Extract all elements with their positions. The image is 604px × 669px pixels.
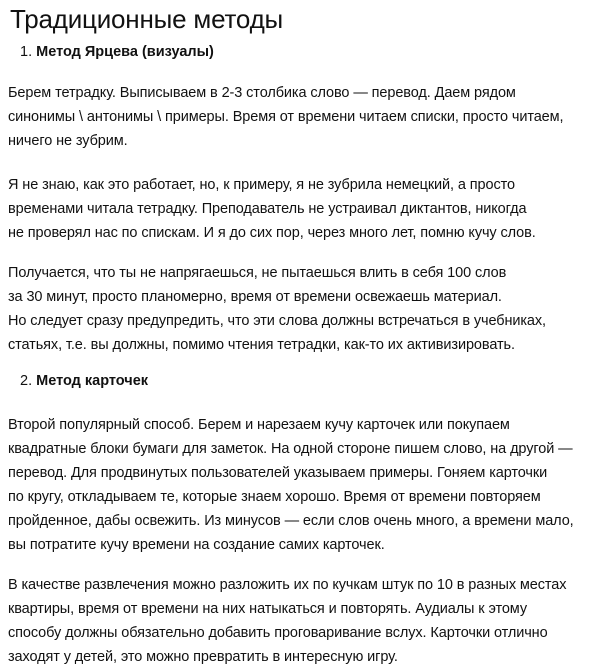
text-line: Берем тетрадку. Выписываем в 2-3 столбика слово — перевод. Даем рядом bbox=[8, 85, 516, 101]
text-line: способу должны обязательно добавить проговаривание вслух. Карточки отлично bbox=[8, 625, 548, 641]
text-line: временами читала тетрадку. Преподаватель не устраивал диктантов, никогда bbox=[8, 201, 527, 217]
text-line: ничего не зубрим. bbox=[8, 133, 128, 149]
text-line: синонимы \ антонимы \ примеры. Время от времени читаем списки, просто читаем, bbox=[8, 109, 564, 125]
section-2-number: 2. bbox=[20, 373, 33, 389]
text-line: перевод. Для продвинутых пользователей указываем примеры. Гоняем карточки bbox=[8, 465, 548, 481]
text-line: за 30 минут, просто планомерно, время от времени освежаешь материал. bbox=[8, 289, 502, 305]
text-line: Но следует сразу предупредить, что эти слова должны встречаться в учебниках, bbox=[8, 313, 546, 329]
text-line: заходят у детей, это можно превратить в интересную игру. bbox=[8, 649, 398, 665]
page-title: Традиционные методы bbox=[10, 4, 284, 34]
section-1-number: 1. bbox=[20, 44, 33, 60]
section-2-paragraph-1 bbox=[8, 413, 596, 557]
section-1-paragraph-3 bbox=[8, 261, 596, 357]
section-1-paragraph-1 bbox=[8, 81, 596, 153]
article bbox=[0, 4, 604, 665]
section-1-paragraph-2 bbox=[8, 173, 596, 245]
section-2-paragraph-2 bbox=[8, 573, 596, 669]
text-line: Второй популярный способ. Берем и нарезаем кучу карточек или покупаем bbox=[8, 417, 510, 433]
section-1-title: Метод Ярцева (визуалы) bbox=[36, 44, 214, 60]
section-2-title: Метод карточек bbox=[36, 373, 149, 389]
text-line: вы потратите кучу времени на создание самих карточек. bbox=[8, 537, 385, 553]
text-line: Получается, что ты не напрягаешься, не пытаешься влить в себя 100 слов bbox=[8, 265, 507, 281]
section-2-heading bbox=[8, 371, 596, 391]
text-line: В качестве развлечения можно разложить их по кучкам штук по 10 в разных местах bbox=[8, 577, 567, 593]
text-line: пройденное, дабы освежить. Из минусов — если слов очень много, а времени мало, bbox=[8, 513, 574, 529]
section-1-heading bbox=[8, 42, 596, 62]
text-line: не проверял нас по спискам. И я до сих пор, через много лет, помню кучу слов. bbox=[8, 225, 536, 241]
text-line: квартиры, время от времени на них натыкаться и повторять. Аудиалы к этому bbox=[8, 601, 527, 617]
text-line: по кругу, откладываем те, которые знаем хорошо. Время от времени повторяем bbox=[8, 489, 541, 505]
text-line: статьях, т.е. вы должны, помимо чтения тетрадки, как-то их активизировать. bbox=[8, 337, 515, 353]
text-line: Я не знаю, как это работает, но, к примеру, я не зубрила немецкий, а просто bbox=[8, 177, 515, 193]
text-line: квадратные блоки бумаги для заметок. На одной стороне пишем слово, на другой — bbox=[8, 441, 573, 457]
